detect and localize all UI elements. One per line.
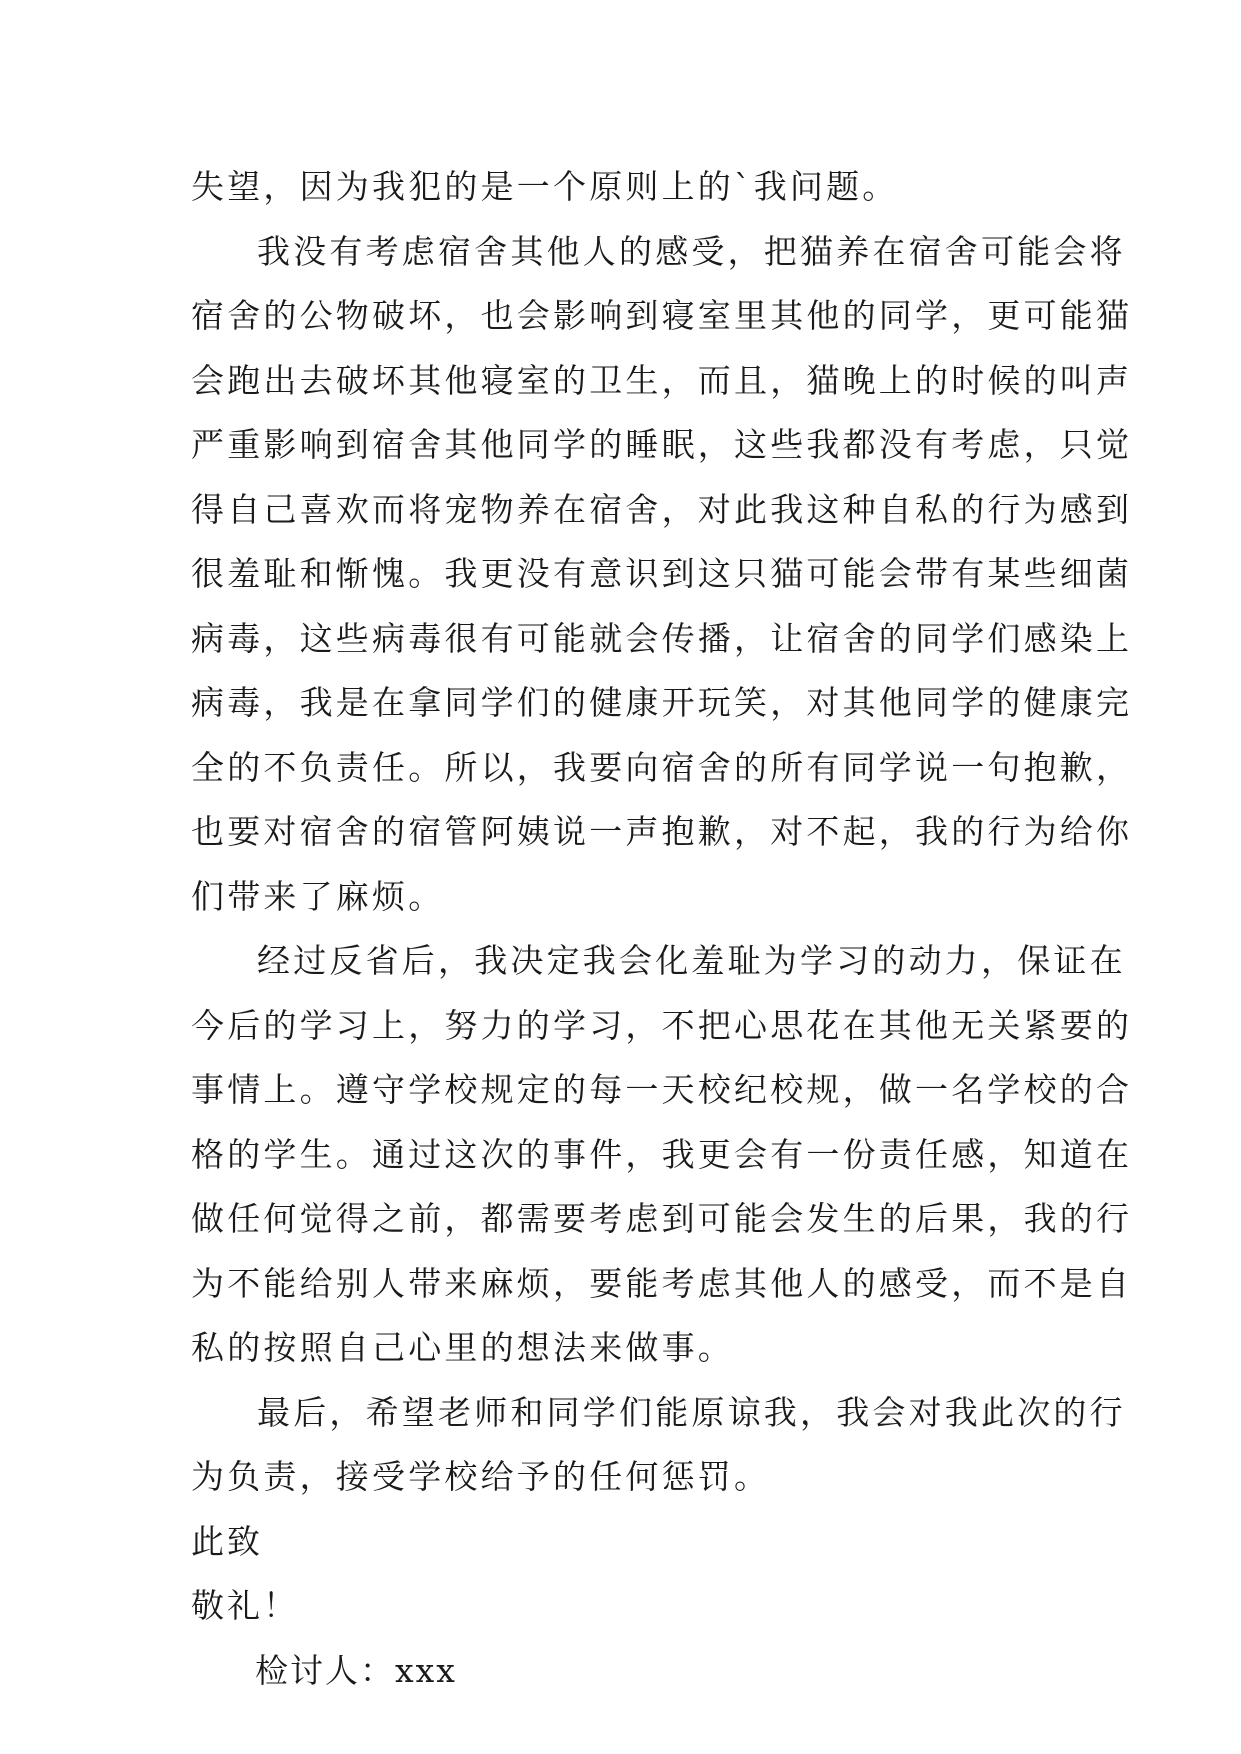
text-line: 病毒，这些病毒很有可能就会传播，让宿舍的同学们感染上 xyxy=(191,618,1133,658)
text-line: 今后的学习上，努力的学习，不把心思花在其他无关紧要的 xyxy=(191,1005,1133,1045)
closing-salutation: 此致 xyxy=(191,1521,263,1561)
text-line: 失望，因为我犯的是一个原则上的`我问题。 xyxy=(191,167,899,206)
paragraph-start-line: 我没有考虑宿舍其他人的感受，把猫养在宿舍可能会将 xyxy=(257,231,1126,271)
document-body xyxy=(191,155,1133,1703)
text-line: 严重影响到宿舍其他同学的睡眠，这些我都没有考虑，只觉 xyxy=(191,425,1133,464)
text-line: 私的按照自己心里的想法来做事。 xyxy=(191,1328,734,1367)
text-line: 格的学生。通过这次的事件，我更会有一份责任感，知道在 xyxy=(191,1134,1133,1174)
signature-line: 检讨人：xxx xyxy=(255,1650,457,1690)
text-line: 病毒，我是在拿同学们的健康开玩笑，对其他同学的健康完 xyxy=(191,683,1133,722)
text-line: 事情上。遵守学校规定的每一天校纪校规，做一名学校的合 xyxy=(191,1070,1133,1109)
text-line: 也要对宿舍的宿管阿姨说一声抱歉，对不起，我的行为给你 xyxy=(191,812,1133,851)
paragraph-start-line: 最后，希望老师和同学们能原谅我，我会对我此次的行 xyxy=(257,1392,1126,1432)
paragraph-start-line: 经过反省后，我决定我会化羞耻为学习的动力，保证在 xyxy=(257,941,1126,980)
text-line: 为负责，接受学校给予的任何惩罚。 xyxy=(191,1457,771,1496)
text-line: 很羞耻和惭愧。我更没有意识到这只猫可能会带有某些细菌 xyxy=(191,554,1133,593)
text-line: 全的不负责任。所以，我要向宿舍的所有同学说一句抱歉， xyxy=(191,747,1133,787)
text-line: 为不能给别人带来麻烦，要能考虑其他人的感受，而不是自 xyxy=(191,1263,1133,1303)
text-line: 得自己喜欢而将宠物养在宿舍，对此我这种自私的行为感到 xyxy=(191,489,1133,529)
closing-regards: 敬礼！ xyxy=(191,1586,299,1625)
text-line: 们带来了麻烦。 xyxy=(191,876,445,916)
text-line: 做任何觉得之前，都需要考虑到可能会发生的后果，我的行 xyxy=(191,1199,1133,1238)
text-line: 会跑出去破坏其他寝室的卫生，而且，猫晚上的时候的叫声 xyxy=(191,360,1133,400)
text-line: 宿舍的公物破坏，也会影响到寝室里其他的同学，更可能猫 xyxy=(191,296,1133,335)
